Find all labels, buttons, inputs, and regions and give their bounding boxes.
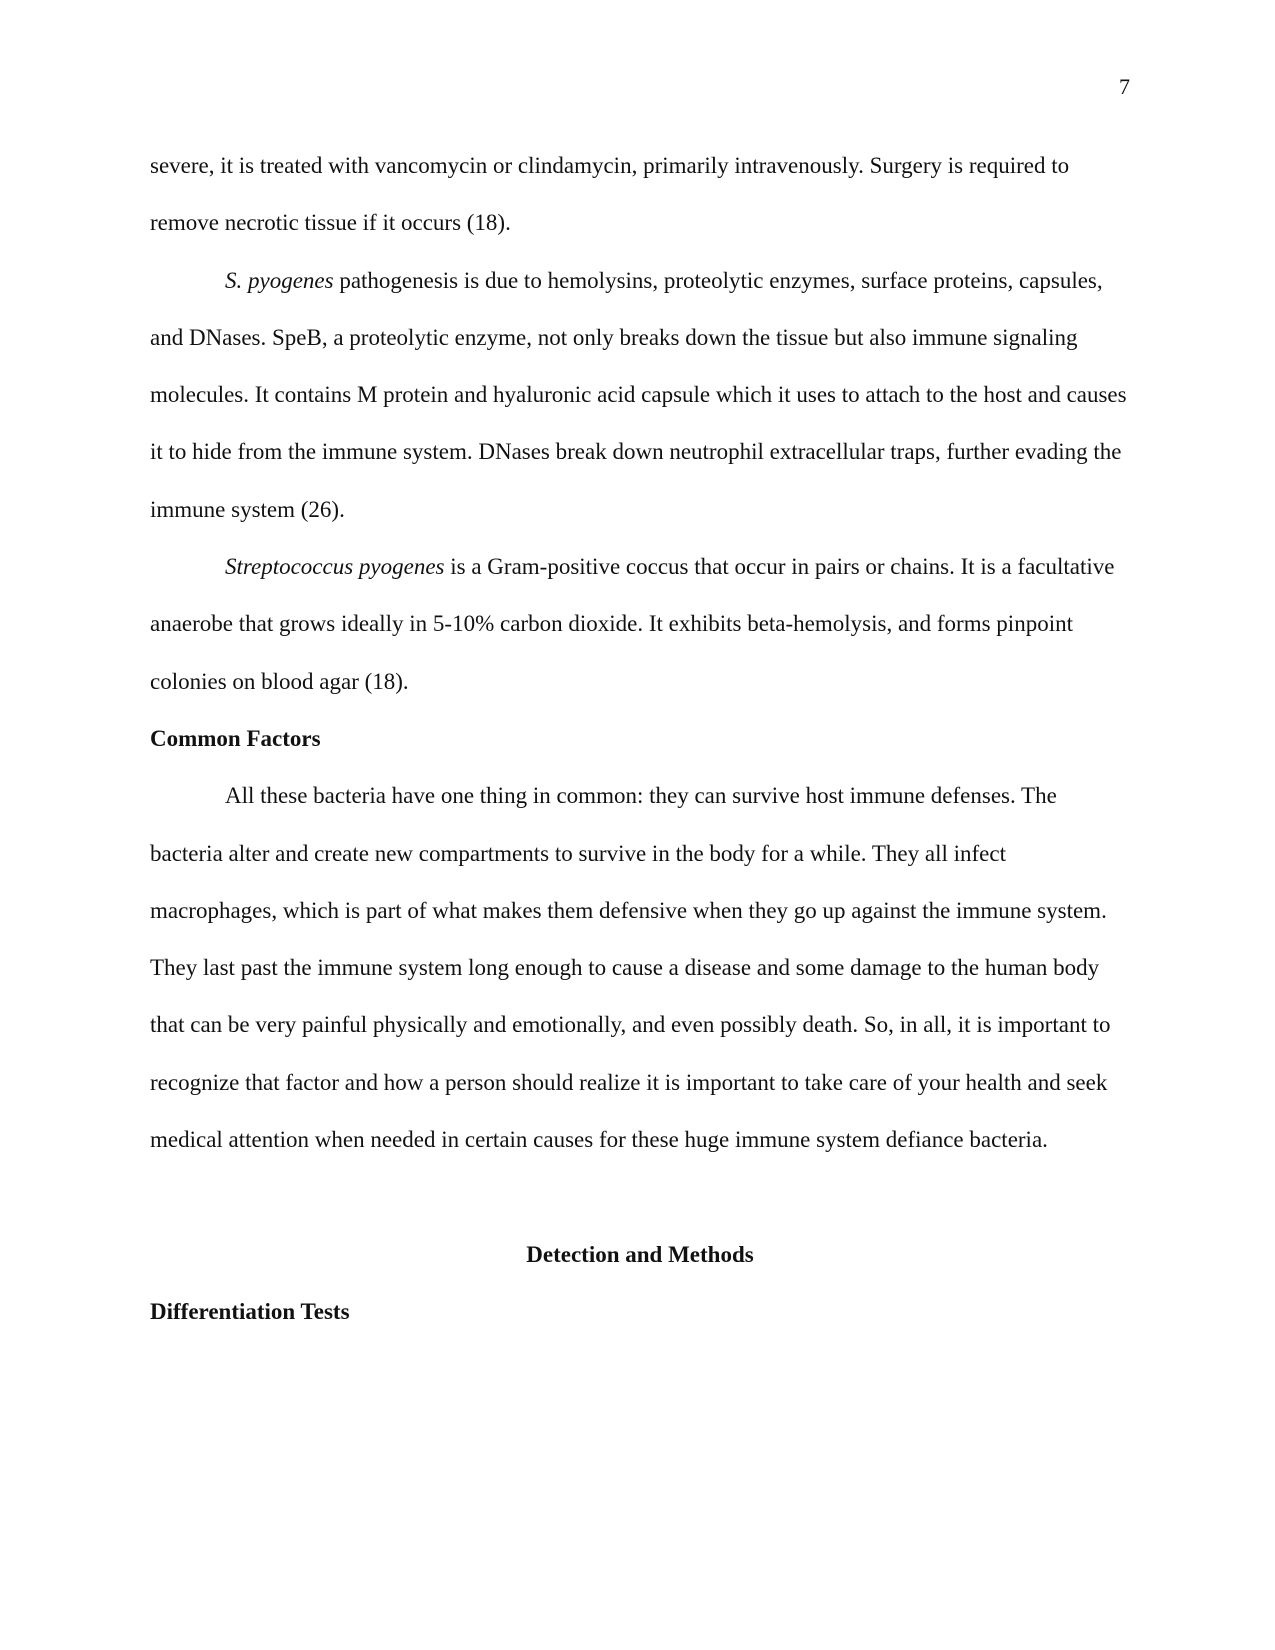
section-heading-detection: Detection and Methods [526, 1241, 754, 1267]
paragraph-morphology [150, 538, 1130, 710]
paragraph-common-factors: All these bacteria have one thing in common: they can survive host immune defenses. The bacteria alter and create new compartments to survive in the body for a while. They all infect macrophages, which is part of what makes them defensive when they go up against the immune system. They last past the immune system long enough to cause a disease and some damage to the human body that can be very painful physically and emotionally, and even possibly death. So, in all, it is important to recognize that factor and how a person should realize it is important to take care of your health and seek medical attention when needed in certain causes for these huge immune system defiance bacteria. [150, 783, 1111, 1153]
organism-name-italic: Streptococcus pyogenes [225, 554, 445, 580]
paragraph-treatment: severe, it is treated with vancomycin or clindamycin, primarily intravenously. Surgery is required to remove necrotic tissue if it occurs (18). [150, 153, 1070, 236]
paragraph-morphology-text: is a Gram-positive coccus that occur in pairs or chains. It is a facultative anaerobe that grows ideally in 5-10% carbon dioxide. It exhibits beta-hemolysis, and forms pinpoint colonies on blood agar (18). [150, 554, 1115, 694]
paragraph-pathogenesis-text: pathogenesis is due to hemolysins, proteolytic enzymes, surface proteins, capsules, and DNases. SpeB, a proteolytic enzyme, not only breaks down the tissue but also immune signaling molecules. It contains M protein and hyaluronic acid capsule which it uses to attach to the host and causes it to hide from the immune system. DNases break down neutrophil extracellular traps, further evading the immune system (26). [150, 267, 1127, 522]
organism-name-italic: S. pyogenes [225, 267, 334, 293]
paragraph-pathogenesis [150, 252, 1130, 538]
heading-common-factors: Common Factors [150, 725, 321, 751]
subheading-differentiation-tests: Differentiation Tests [150, 1298, 350, 1324]
page-number: 7 [1119, 74, 1130, 99]
document-body [150, 137, 1130, 1340]
